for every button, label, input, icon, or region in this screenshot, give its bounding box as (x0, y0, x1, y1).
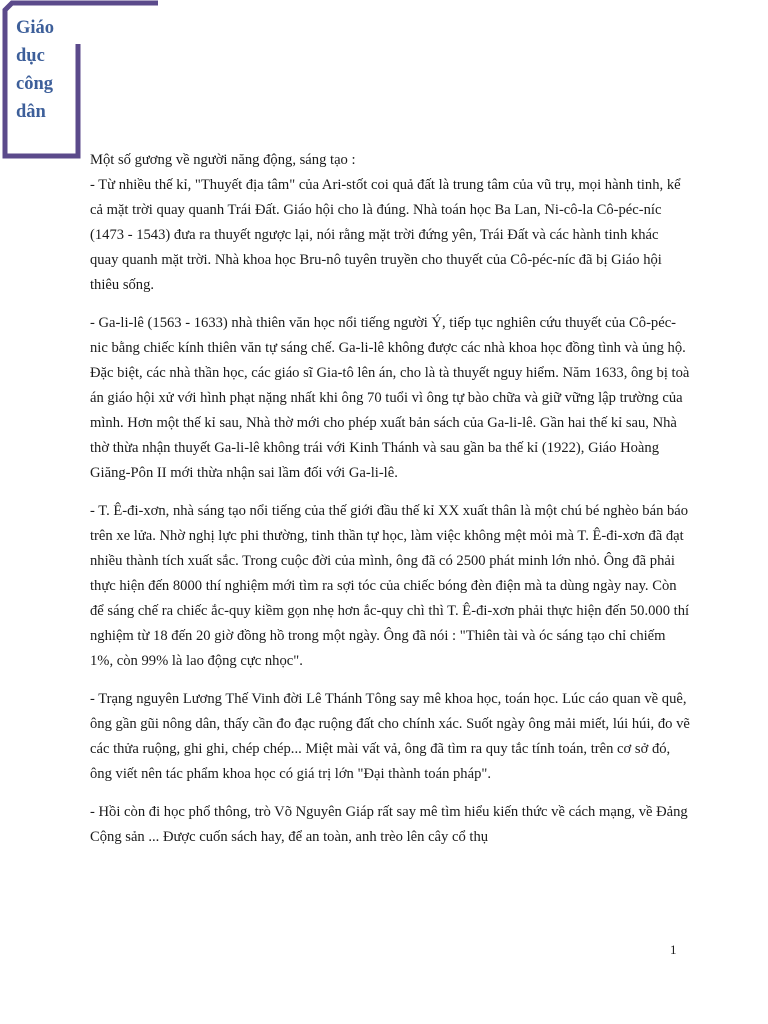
sidebar-title-line: công (16, 74, 53, 94)
sidebar-frame (0, 0, 158, 160)
sidebar-title-line: dân (16, 102, 46, 122)
page-number: 1 (670, 942, 677, 957)
paragraph-edison: - T. Ê-đi-xơn, nhà sáng tạo nổi tiếng của thế giới đầu thế kỉ XX xuất thân là một chú bé nghèo bán báo trên xe lửa. Nhờ nghị lực phi thường, tinh thần tự học, làm việc không mệt mỏi mà T. Ê-đi-xơn đã đạt nhiều thành tích xuất sắc. Trong cuộc đời của mình, ông đã có 2500 phát minh lớn nhỏ. Ông đã phải thực hiện đến 8000 thí nghiệm mới tìm ra sợi tóc của chiếc bóng đèn điện mà ta dùng ngày nay. Còn để sáng chế ra chiếc ắc-quy kiềm gọn nhẹ hơn ắc-quy chì thì T. Ê-đi-xơn phải thực hiện đến 50.000 thí nghiệm từ 18 đến 20 giờ đồng hồ trong một ngày. Ông đã nói : "Thiên tài và óc sáng tạo chỉ chiếm 1%, còn 99% là lao động cực nhọc". (90, 503, 690, 669)
sidebar-title-line: dục (16, 46, 45, 66)
intro-heading: Một số gương về người năng động, sáng tạo : (90, 152, 356, 168)
document-body (90, 148, 690, 863)
paragraph-galileo: - Ga-li-lê (1563 - 1633) nhà thiên văn học nổi tiếng người Ý, tiếp tục nghiên cứu thuyết của Cô-péc-nic bằng chiếc kính thiên văn tự sáng chế. Ga-li-lê không được các nhà khoa học đồng tình và ủng hộ. Đặc biệt, các nhà thần học, các giáo sĩ Gia-tô lên án, cho là tà thuyết nguy hiểm. Năm 1633, ông bị toà án giáo hội xử với hình phạt nặng nhất khi ông 70 tuổi vì ông tự bào chữa và giữ vững lập trường của mình. Hơn một thế kỉ sau, Nhà thờ mới cho phép xuất bản sách của Ga-li-lê. Gần hai thế kỉ sau, Nhà thờ thừa nhận thuyết Ga-li-lê không trái với Kinh Thánh và sau gần ba thế kỉ (1922), Giáo Hoàng Giăng-Pôn II mới thừa nhận sai lầm đối với Ga-li-lê. (90, 315, 690, 481)
sidebar-title (16, 14, 74, 126)
paragraph-copernicus: - Từ nhiều thế kỉ, "Thuyết địa tâm" của Ari-stốt coi quả đất là trung tâm của vũ trụ, mọi hành tinh, kể cả mặt trời quay quanh Trái Đất. Giáo hội cho là đúng. Nhà toán học Ba Lan, Ni-cô-la Cô-péc-níc (1473 - 1543) đưa ra thuyết ngược lại, nói rằng mặt trời đứng yên, Trái Đất và các hành tinh khác quay quanh mặt trời. Nhà khoa học Bru-nô tuyên truyền cho thuyết của Cô-péc-níc đã bị Giáo hội thiêu sống. (90, 177, 681, 293)
sidebar-title-line: Giáo (16, 18, 55, 38)
paragraph-luong-the-vinh: - Trạng nguyên Lương Thế Vinh đời Lê Thánh Tông say mê khoa học, toán học. Lúc cáo quan về quê, ông gần gũi nông dân, thấy cần đo đạc ruộng đất cho chính xác. Suốt ngày ông mải miết, lúi húi, đo vẽ các thửa ruộng, ghi ghi, chép chép... Miệt mài vất vả, ông đã tìm ra quy tắc tính toán, trên cơ sở đó, ông viết nên tác phẩm khoa học có giá trị lớn "Đại thành toán pháp". (90, 691, 690, 782)
paragraph-vo-nguyen-giap: - Hồi còn đi học phổ thông, trò Võ Nguyên Giáp rất say mê tìm hiểu kiến thức về cách mạng, về Đảng Cộng sản ... Được cuốn sách hay, để an toàn, anh trèo lên cây cổ thụ (90, 804, 688, 845)
